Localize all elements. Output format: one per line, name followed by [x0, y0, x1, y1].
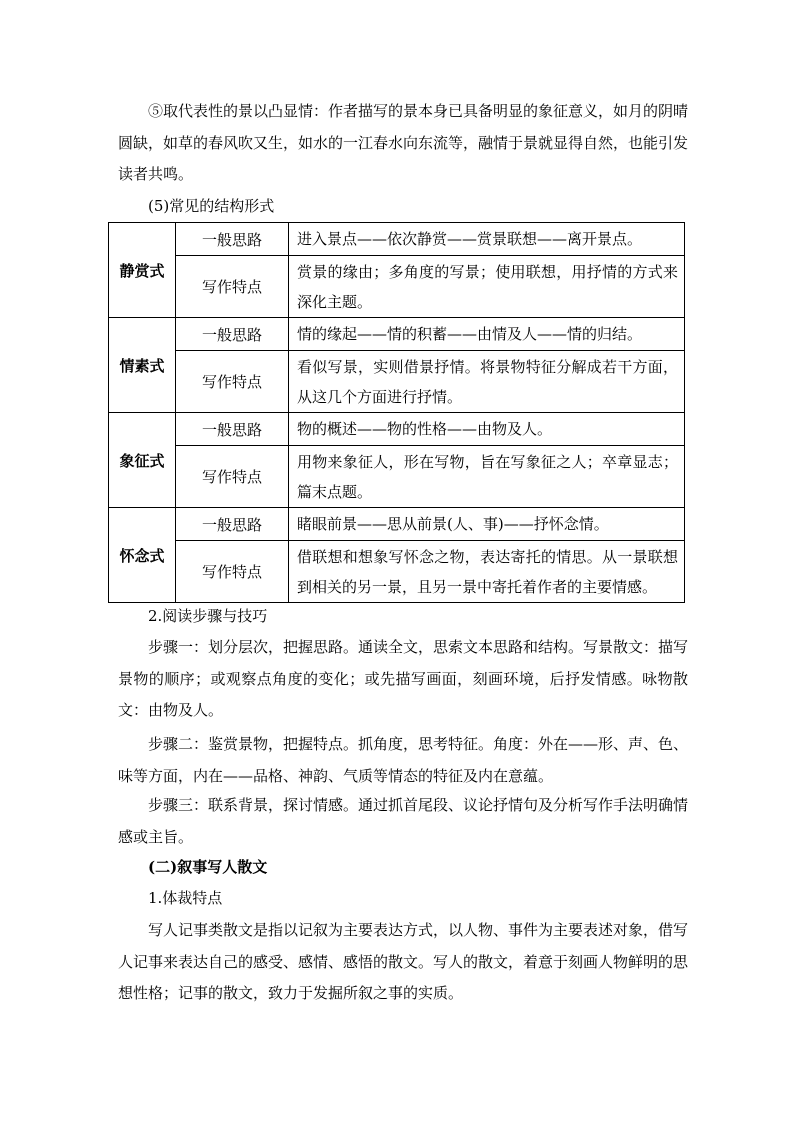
subsection-heading: 1.体裁特点	[148, 889, 223, 907]
label-cell: 写作特点	[176, 351, 289, 413]
category-cell: 象征式	[109, 413, 176, 508]
label-cell: 写作特点	[176, 256, 289, 318]
category-cell: 静赏式	[109, 223, 176, 318]
reading-heading: 2.阅读步骤与技巧	[148, 607, 268, 625]
structure-heading: (5)常见的结构形式	[148, 197, 275, 215]
content-cell: 睹眼前景——思从前景(人、事)——抒怀念情。	[289, 508, 685, 541]
table-row	[109, 223, 685, 256]
step-two-paragraph: 步骤二：鉴赏景物，把握特点。抓角度，思考特征。角度：外在——形、声、色、味等方面，内在——品格、神韵、气质等情态的特征及内在意蕴。	[118, 735, 689, 785]
table-row	[109, 541, 685, 603]
content-cell: 物的概述——物的性格——由物及人。	[289, 413, 685, 446]
label-cell: 一般思路	[176, 223, 289, 256]
table-row	[109, 446, 685, 508]
table-row	[109, 256, 685, 318]
table-row	[109, 318, 685, 351]
step-three-paragraph: 步骤三：联系背景，探讨情感。通过抓首尾段、议论抒情句及分析写作手法明确情感或主旨。	[118, 796, 689, 846]
table-row	[109, 351, 685, 413]
content-cell: 看似写景，实则借景抒情。将景物特征分解成若干方面，从这几个方面进行抒情。	[289, 351, 685, 413]
label-cell: 一般思路	[176, 318, 289, 351]
label-cell: 写作特点	[176, 541, 289, 603]
content-cell: 借联想和想象写怀念之物，表达寄托的情思。从一景联想到相关的另一景，且另一景中寄托着作者的主要情感。	[289, 541, 685, 603]
content-cell: 进入景点——依次静赏——赏景联想——离开景点。	[289, 223, 685, 256]
content-cell: 赏景的缘由；多角度的写景；使用联想，用抒情的方式来深化主题。	[289, 256, 685, 318]
table-row	[109, 413, 685, 446]
intro-paragraph: ⑤取代表性的景以凸显情：作者描写的景本身已具备明显的象征意义，如月的阴晴圆缺，如草的春风吹又生，如水的一江春水向东流等，融情于景就显得自然，也能引发读者共鸣。	[118, 102, 689, 183]
label-cell: 一般思路	[176, 508, 289, 541]
content-cell: 用物来象征人，形在写物，旨在写象征之人；卒章显志；篇末点题。	[289, 446, 685, 508]
table-row	[109, 508, 685, 541]
label-cell: 一般思路	[176, 413, 289, 446]
content-cell: 情的缘起——情的积蓄——由情及人——情的归结。	[289, 318, 685, 351]
closing-paragraph: 写人记事类散文是指以记叙为主要表达方式，以人物、事件为主要表述对象，借写人记事来表达自己的感受、感情、感悟的散文。写人的散文，着意于刻画人物鲜明的思想性格；记事的散文，致力于发掘所叙之事的实质。	[118, 921, 689, 1002]
category-cell: 情素式	[109, 318, 176, 413]
label-cell: 写作特点	[176, 446, 289, 508]
category-cell: 怀念式	[109, 508, 176, 603]
step-one-paragraph: 步骤一：划分层次，把握思路。通读全文，思索文本思路和结构。写景散文：描写景物的顺序；或观察点角度的变化；或先描写画面，刻画环境，后抒发情感。咏物散文：由物及人。	[118, 638, 689, 719]
section-heading: (二)叙事写人散文	[148, 858, 268, 876]
structure-table	[108, 222, 685, 603]
